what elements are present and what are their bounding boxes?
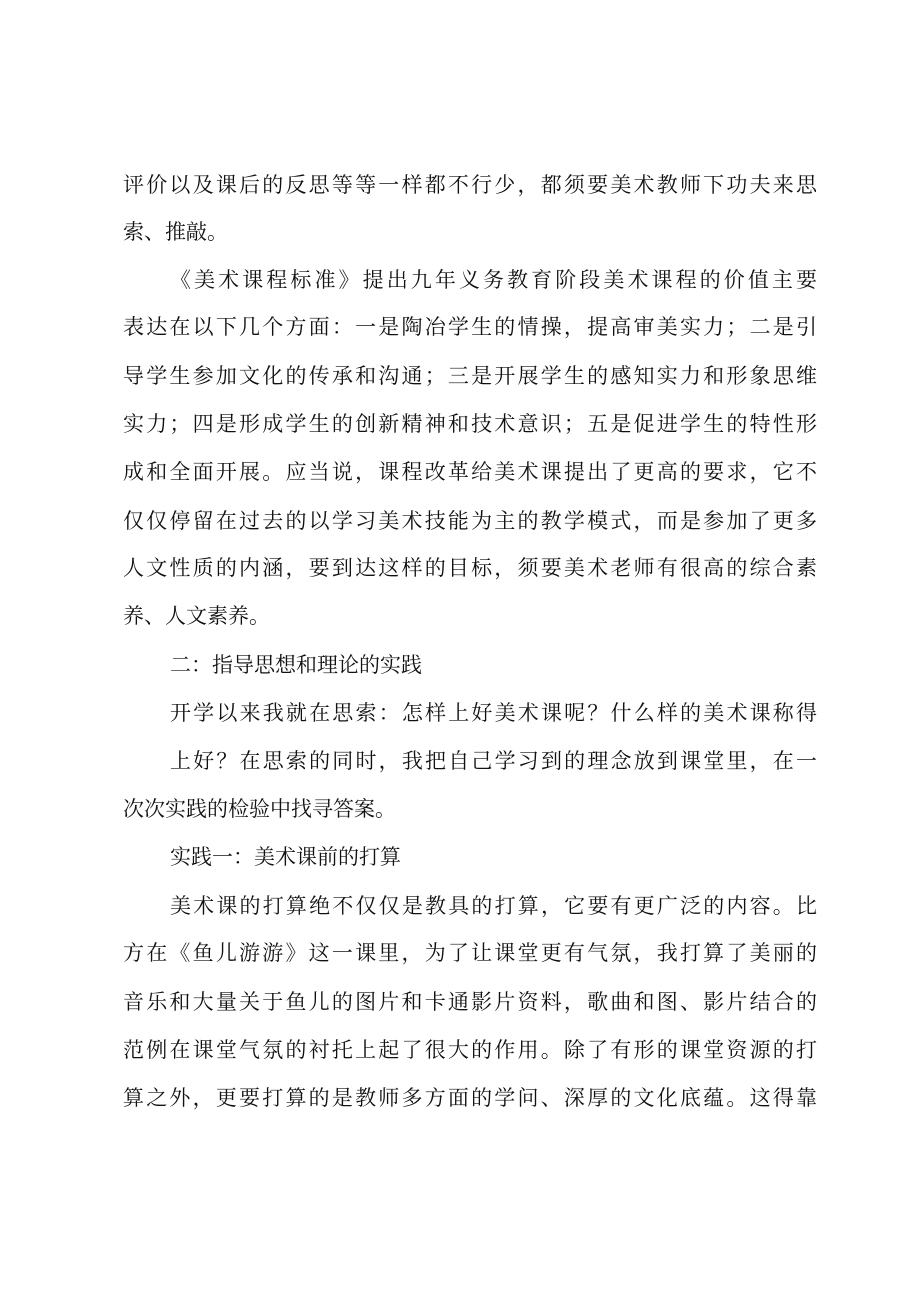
text-line-2: 索、推敲。 — [123, 220, 228, 244]
paragraph-course-standard-line-2: 表达在以下几个方面：一是陶冶学生的情操，提高审美实力；二是引 — [123, 315, 817, 339]
section-heading-practice-one: 实践一：美术课前的打算 — [170, 845, 401, 869]
paragraph-reflection-line-2: 上好？在思索的同时，我把自己学习到的理念放到课堂里，在一 — [170, 749, 817, 773]
section-heading-guiding-practice: 二：指导思想和理论的实践 — [170, 653, 422, 677]
paragraph-preparation-line-4: 范例在课堂气氛的衬托上起了很大的作用。除了有形的课堂资源的打 — [123, 1038, 817, 1062]
paragraph-preparation-line-1: 美术课的打算绝不仅仅是教具的打算，它要有更广泛的内容。比 — [170, 894, 817, 918]
paragraph-course-standard-line-4: 实力；四是形成学生的创新精神和技术意识；五是促进学生的特性形 — [123, 412, 817, 436]
paragraph-course-standard-line-6: 仅仅停留在过去的以学习美术技能为主的教学模式，而是参加了更多 — [123, 509, 817, 533]
paragraph-course-standard-line-8: 养、人文素养。 — [123, 604, 270, 628]
paragraph-preparation-line-2: 方在《鱼儿游游》这一课里，为了让课堂更有气氛，我打算了美丽的 — [123, 941, 817, 965]
text-line-1: 评价以及课后的反思等等一样都不行少，都须要美术教师下功夫来思 — [123, 173, 817, 197]
paragraph-course-standard-line-3: 导学生参加文化的传承和沟通；三是开展学生的感知实力和形象思维 — [123, 364, 817, 388]
paragraph-course-standard-line-5: 成和全面开展。应当说，课程改革给美术课提出了更高的要求，它不 — [123, 460, 817, 484]
paragraph-course-standard-line-1: 《美术课程标准》提出九年义务教育阶段美术课程的价值主要 — [170, 268, 817, 292]
paragraph-course-standard-line-7: 人文性质的内涵，要到达这样的目标，须要美术老师有很高的综合素 — [123, 556, 817, 580]
paragraph-reflection-line-1: 开学以来我就在思索：怎样上好美术课呢？什么样的美术课称得 — [170, 701, 817, 725]
paragraph-preparation-line-3: 音乐和大量关于鱼儿的图片和卡通影片资料，歌曲和图、影片结合的 — [123, 990, 817, 1014]
paragraph-reflection-line-3: 次次实践的检验中找寻答案。 — [123, 797, 396, 821]
paragraph-preparation-line-5: 算之外，更要打算的是教师多方面的学问、深厚的文化底蕴。这得靠 — [123, 1086, 817, 1110]
